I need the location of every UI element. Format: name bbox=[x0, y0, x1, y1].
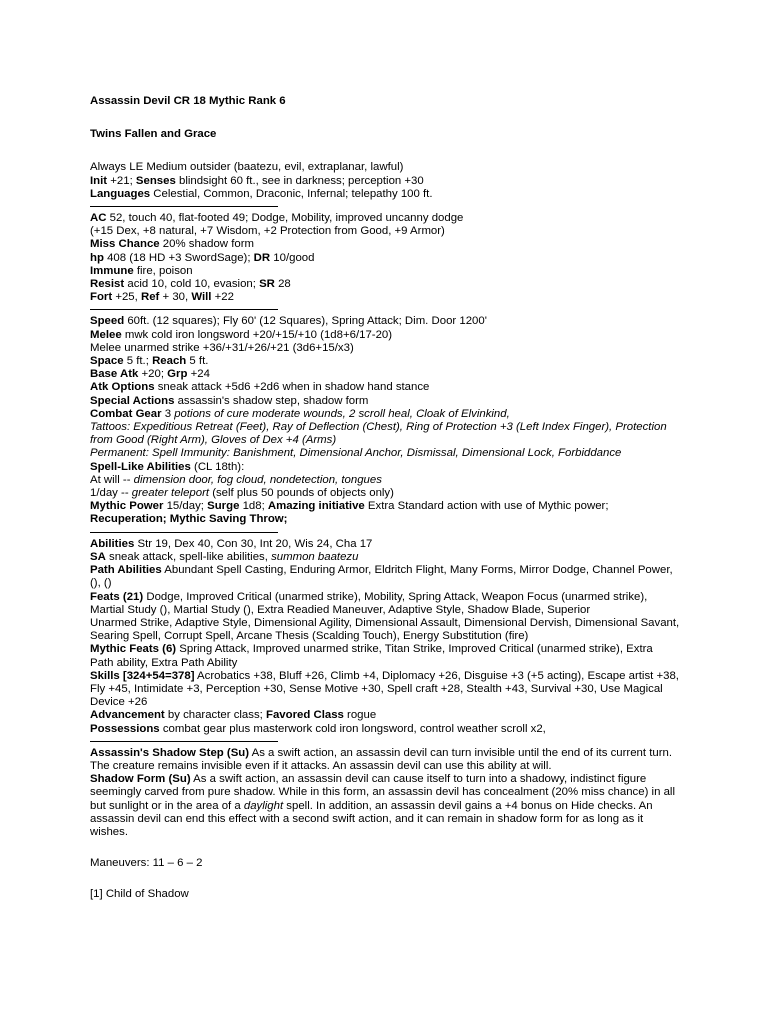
abilities-line: Abilities Str 19, Dex 40, Con 30, Int 20, Wis 24, Cha 17 bbox=[90, 537, 373, 550]
tattoos-line-cont: from Good (Right Arm), Gloves of Dex +4 (Arms) bbox=[90, 434, 337, 447]
mythic-power-line: Mythic Power 15/day; Surge 1d8; Amazing initiative Extra Standard action with use of Mythic power; bbox=[90, 500, 609, 513]
saves-line: Fort +25, Ref + 30, Will +22 bbox=[90, 291, 234, 304]
feats-line-cont: Martial Study (), Martial Study (), Extra Readied Maneuver, Adaptive Style, Shadow Blade, Superior bbox=[90, 603, 591, 616]
sa-line: SA sneak attack, spell-like abilities, summon baatezu bbox=[90, 550, 359, 563]
maneuvers-line: Maneuvers: 11 – 6 – 2 bbox=[90, 857, 203, 870]
languages-line: Languages Celestial, Common, Draconic, Infernal; telepathy 100 ft. bbox=[90, 187, 433, 200]
shadow-form-line-cont: assassin devil can end this effect with a second swift action, and it can remain in shadow form for as long as it bbox=[90, 812, 644, 825]
shadow-form-line-cont: seemingly carved from pure shadow. While in this form, an assassin devil has concealment (20% miss chance) in all bbox=[90, 786, 675, 799]
melee-unarmed-line: Melee unarmed strike +36/+31/+26/+21 (3d6+15/x3) bbox=[90, 341, 354, 354]
ac-detail-line: (+15 Dex, +8 natural, +7 Wisdom, +2 Protection from Good, +9 Armor) bbox=[90, 225, 445, 238]
recuperation-line: Recuperation; Mythic Saving Throw; bbox=[90, 513, 288, 526]
at-will-line: At will -- dimension door, fog cloud, nondetection, tongues bbox=[90, 473, 382, 486]
advancement-line: Advancement by character class; Favored Class rogue bbox=[90, 709, 377, 722]
tattoos-line: Tattoos: Expeditious Retreat (Feet), Ray of Deflection (Chest), Ring of Protection +3 (Left Index Finger), Protection bbox=[90, 421, 667, 434]
type-line: Always LE Medium outsider (baatezu, evil, extraplanar, lawful) bbox=[90, 161, 404, 174]
per-day-line: 1/day -- greater teleport (self plus 50 pounds of objects only) bbox=[90, 487, 394, 500]
speed-line: Speed 60ft. (12 squares); Fly 60' (12 Squares), Spring Attack; Dim. Door 1200' bbox=[90, 315, 487, 328]
base-attack-line: Base Atk +20; Grp +24 bbox=[90, 368, 210, 381]
mythic-feats-line: Mythic Feats (6) Spring Attack, Improved unarmed strike, Titan Strike, Improved Critical (unarmed strike), Extra bbox=[90, 643, 653, 656]
attack-options-line: Atk Options sneak attack +5d6 +2d6 when in shadow hand stance bbox=[90, 381, 430, 394]
space-reach-line: Space 5 ft.; Reach 5 ft. bbox=[90, 355, 209, 368]
possessions-line: Possessions combat gear plus masterwork cold iron longsword, control weather scroll x2, bbox=[90, 722, 546, 735]
skills-line: Skills [324+54=378] Acrobatics +38, Bluff +26, Climb +4, Diplomacy +26, Disguise +3 (+5 acting), Escape artist +38, bbox=[90, 669, 679, 682]
permanent-line: Permanent: Spell Immunity: Banishment, Dimensional Anchor, Dismissal, Dimensional Lock, Forbiddance bbox=[90, 447, 622, 460]
shadow-step-line: Assassin's Shadow Step (Su) As a swift action, an assassin devil can turn invisible until the end of its current turn. bbox=[90, 746, 672, 759]
shadow-form-line-cont: but sunlight or in the area of a daylight spell. In addition, an assassin devil gains a +4 bonus on Hide checks. An bbox=[90, 799, 653, 812]
skills-line-cont: Fly +45, Intimidate +3, Perception +30, Sense Motive +30, Spell craft +28, Stealth +43, Survival +30, Use Magical bbox=[90, 682, 663, 695]
feats-line: Feats (21) Dodge, Improved Critical (unarmed strike), Mobility, Spring Attack, Weapon Focus (unarmed strike), bbox=[90, 590, 648, 603]
path-abilities-line-cont: (), () bbox=[90, 577, 112, 590]
stat-block bbox=[90, 95, 690, 902]
resist-line: Resist acid 10, cold 10, evasion; SR 28 bbox=[90, 278, 291, 291]
ac-line: AC 52, touch 40, flat-footed 49; Dodge, Mobility, improved uncanny dodge bbox=[90, 212, 464, 225]
path-abilities-line: Path Abilities Abundant Spell Casting, Enduring Armor, Eldritch Flight, Many Forms, Mirror Dodge, Channel Power, bbox=[90, 564, 673, 577]
stat-block-title: Assassin Devil CR 18 Mythic Rank 6 bbox=[90, 95, 286, 107]
shadow-form-line-cont: wishes. bbox=[90, 825, 128, 838]
immune-line: Immune fire, poison bbox=[90, 264, 193, 277]
skills-line-cont: Device +26 bbox=[90, 696, 148, 709]
hp-line: hp 408 (18 HD +3 SwordSage); DR 10/good bbox=[90, 251, 315, 264]
combat-gear-line: Combat Gear 3 potions of cure moderate wounds, 2 scroll heal, Cloak of Elvinkind, bbox=[90, 407, 510, 420]
spell-like-abilities-line: Spell-Like Abilities (CL 18th): bbox=[90, 460, 245, 473]
footnote: [1] Child of Shadow bbox=[90, 888, 189, 901]
shadow-step-line-cont: The creature remains invisible even if it attacks. An assassin devil can use this ability at will. bbox=[90, 759, 552, 772]
miss-chance-line: Miss Chance 20% shadow form bbox=[90, 238, 254, 251]
melee-line: Melee mwk cold iron longsword +20/+15/+10 (1d8+6/17-20) bbox=[90, 328, 393, 341]
special-actions-line: Special Actions assassin's shadow step, shadow form bbox=[90, 394, 369, 407]
init-senses-line: Init +21; Senses blindsight 60 ft., see in darkness; perception +30 bbox=[90, 174, 424, 187]
shadow-form-line: Shadow Form (Su) As a swift action, an assassin devil can cause itself to turn into a shadowy, indistinct figure bbox=[90, 773, 647, 786]
stat-block-subtitle: Twins Fallen and Grace bbox=[90, 128, 217, 141]
feats-line-cont: Unarmed Strike, Adaptive Style, Dimensional Agility, Dimensional Assault, Dimensional Dervish, Dimensional Savant, bbox=[90, 616, 680, 629]
feats-line-cont: Searing Spell, Corrupt Spell, Arcane Thesis (Scalding Touch), Energy Substitution (fire) bbox=[90, 630, 529, 643]
mythic-feats-line-cont: Path ability, Extra Path Ability bbox=[90, 656, 238, 669]
